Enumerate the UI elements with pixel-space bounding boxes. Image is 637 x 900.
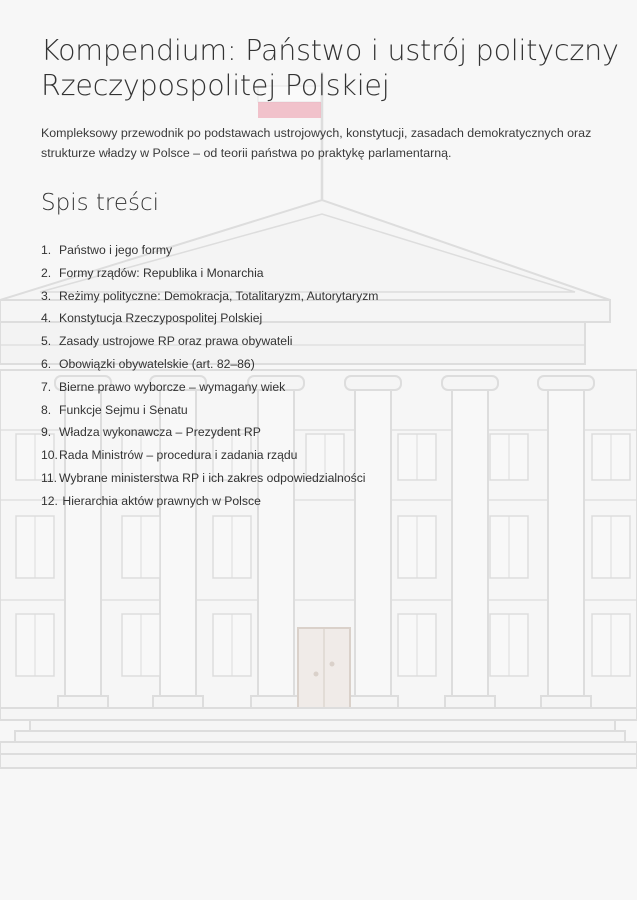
intro-line-2: strukturze władzy w Polsce – od teorii państwa po praktykę parlamentarną.	[41, 146, 452, 160]
toc-item-label: Wybrane ministerstwa RP i ich zakres odpowiedzialności	[59, 470, 366, 485]
toc-item-number: 2.	[41, 265, 52, 280]
toc-item-label: Obowiązki obywatelskie (art. 82–86)	[59, 356, 255, 371]
toc-item[interactable]	[41, 421, 601, 444]
toc-item[interactable]	[41, 467, 601, 490]
toc-item-number: 9.	[41, 425, 52, 440]
toc-item[interactable]	[41, 262, 601, 285]
toc-item-number: 8.	[41, 402, 52, 417]
toc-item-label: Funkcje Sejmu i Senatu	[59, 402, 188, 417]
toc-item[interactable]	[41, 330, 601, 353]
toc-item-number: 12.	[41, 493, 58, 508]
document-content	[41, 0, 619, 513]
toc-item[interactable]	[41, 239, 601, 262]
toc-item-label: Rada Ministrów – procedura i zadania rządu	[59, 448, 298, 463]
toc-item[interactable]	[41, 399, 601, 422]
toc-item-number: 10.	[41, 448, 58, 463]
toc-item-number: 7.	[41, 379, 52, 394]
toc-item-label: Bierne prawo wyborcze – wymagany wiek	[59, 379, 286, 394]
toc-item[interactable]	[41, 307, 601, 330]
toc-item-number: 5.	[41, 334, 52, 349]
toc-heading: Spis treści	[41, 190, 160, 216]
toc-item[interactable]	[41, 444, 601, 467]
toc-item[interactable]	[41, 353, 601, 376]
intro-line-1: Kompleksowy przewodnik po podstawach ustrojowych, konstytucji, zasadach demokratycznych oraz	[41, 126, 592, 140]
toc-item-label: Formy rządów: Republika i Monarchia	[59, 265, 264, 280]
toc-item-number: 4.	[41, 311, 52, 326]
toc-item[interactable]	[41, 490, 601, 513]
toc-item-label: Państwo i jego formy	[59, 243, 173, 257]
toc-item-label: Władza wykonawcza – Prezydent RP	[59, 425, 261, 440]
intro-paragraph	[41, 123, 601, 163]
page-title-line-1: Kompendium: Państwo i ustrój polityczny	[41, 34, 619, 67]
toc-item-number: 6.	[41, 356, 52, 371]
toc-item[interactable]	[41, 376, 601, 399]
page-title-line-2: Rzeczypospolitej Polskiej	[41, 69, 390, 102]
page-title	[41, 33, 619, 103]
toc-item-label: Hierarchia aktów prawnych w Polsce	[59, 493, 261, 508]
table-of-contents	[41, 239, 601, 513]
toc-item[interactable]	[41, 285, 601, 308]
toc-item-number: 3.	[41, 288, 52, 303]
toc-item-number: 1.	[41, 243, 52, 257]
toc-item-label: Zasady ustrojowe RP oraz prawa obywateli	[59, 334, 293, 349]
toc-item-label: Reżimy polityczne: Demokracja, Totalitaryzm, Autorytaryzm	[59, 288, 379, 303]
toc-item-label: Konstytucja Rzeczypospolitej Polskiej	[59, 311, 263, 326]
toc-item-number: 11.	[41, 470, 58, 485]
